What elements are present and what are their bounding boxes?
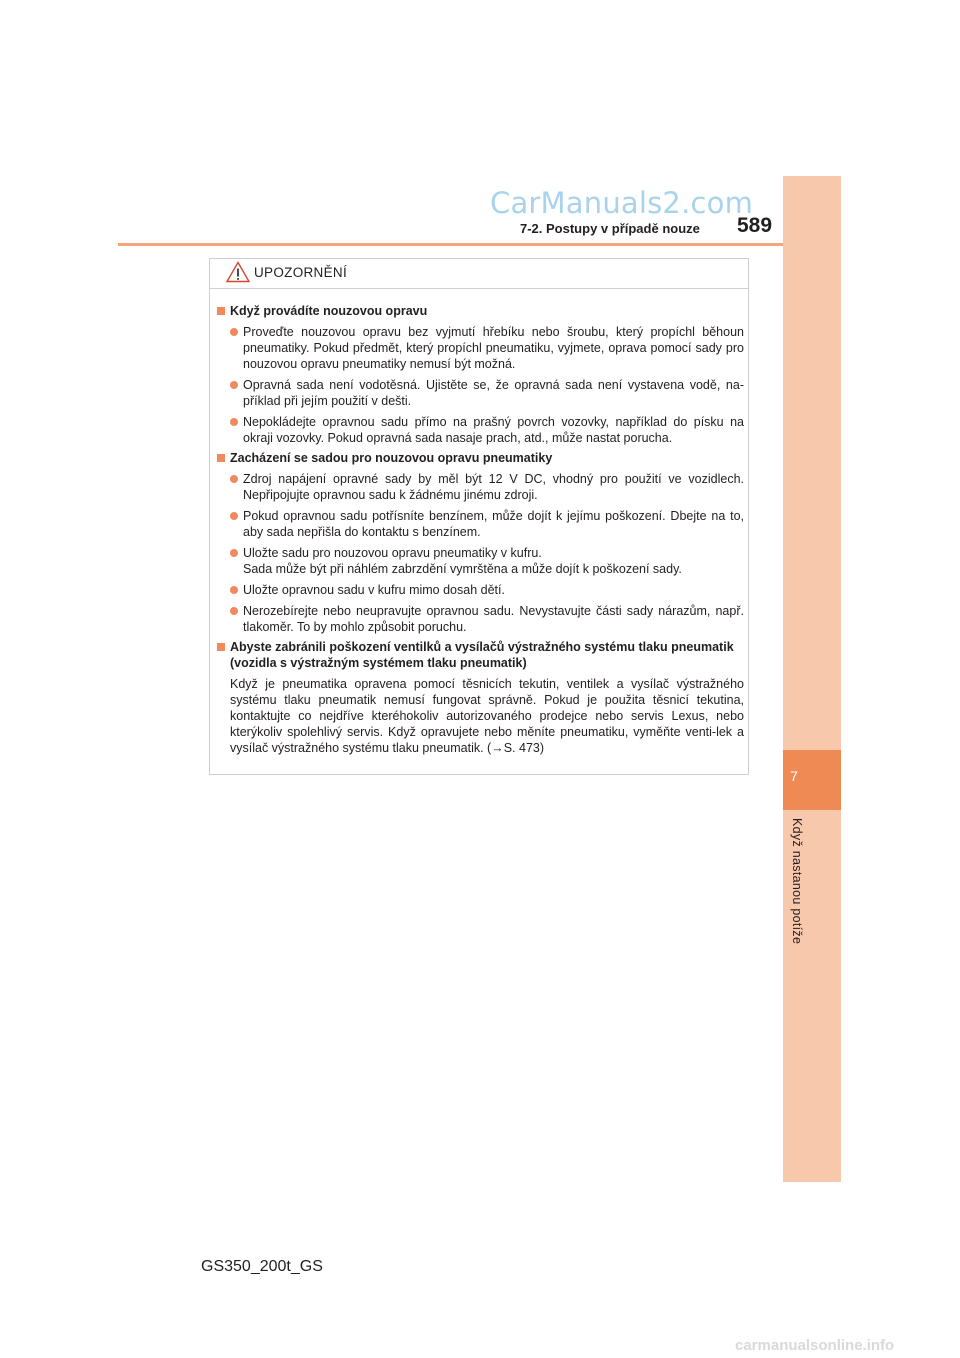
section-title: 7-2. Postupy v případě nouze bbox=[520, 221, 700, 236]
bullet-item: Uložte opravnou sadu v kufru mimo dosah dětí. bbox=[216, 582, 744, 598]
warning-header bbox=[210, 259, 748, 289]
section-paragraph: Když je pneumatika opravena pomocí těsnicích tekutin, ventilek a vysílač výstražného systému tlaku pneumatik nemusí fungovat správně. Pokud je použita těsnicí tekutina, kontaktujte co nejdříve kteréhokoliv autorizovaného prodejce nebo servis Lexus, nebo kterýkoliv spolehlivý servis. Když opravujete nebo měníte pneumatiku, vyměňte venti-lek a vysílač výstražného systému tlaku pneumatik. (→S. 473) bbox=[230, 677, 744, 755]
watermark-bottom: carmanualsonline.info bbox=[735, 1337, 895, 1354]
square-bullet-icon bbox=[217, 454, 225, 462]
circle-bullet-icon bbox=[230, 549, 238, 557]
bullet-item: Opravná sada není vodotěsná. Ujistěte se, že opravná sada není vystavena vodě, na-příklad při jejím použití v dešti. bbox=[216, 377, 744, 409]
chapter-number: 7 bbox=[790, 768, 798, 784]
warning-box bbox=[209, 258, 749, 775]
circle-bullet-icon bbox=[230, 418, 238, 426]
circle-bullet-icon bbox=[230, 512, 238, 520]
square-bullet-icon bbox=[217, 643, 225, 651]
bullet-item: Proveďte nouzovou opravu bez vyjmutí hřebíku nebo šroubu, který propíchl běhoun pneumatiky. Pokud předmět, který propíchl pneumatiku, vyjmete, oprava pomocí sady pro nouzovou opravu pneumatiky nemusí být možná. bbox=[216, 324, 744, 372]
bullet-item: Nerozebírejte nebo neupravujte opravnou sadu. Nevystavujte části sady nárazům, např. tlakoměr. To by mohlo způsobit poruchu. bbox=[216, 603, 744, 635]
bullet-item: Zdroj napájení opravné sady by měl být 12 V DC, vhodný pro použití ve vozidlech. Nepřipojujte opravnou sadu k žádnému jinému zdroji. bbox=[216, 471, 744, 503]
warning-body bbox=[216, 299, 744, 756]
section-heading: Abyste zabránili poškození ventilků a vysílačů výstražného systému tlaku pneumatik (vozidla s výstražným systémem tlaku pneumatik) bbox=[216, 639, 744, 671]
circle-bullet-icon bbox=[230, 607, 238, 615]
circle-bullet-icon bbox=[230, 328, 238, 336]
header-rule bbox=[118, 243, 841, 246]
section-heading: Když provádíte nouzovou opravu bbox=[216, 303, 744, 319]
watermark-top: CarManuals2.com bbox=[490, 186, 754, 220]
warning-triangle-icon bbox=[226, 261, 250, 288]
bullet-item: Pokud opravnou sadu potřísníte benzínem, může dojít k jejímu poškození. Dbejte na to, aby sada nepřišla do kontaktu s benzínem. bbox=[216, 508, 744, 540]
warning-title: UPOZORNĚNÍ bbox=[254, 265, 348, 280]
bullet-item: Nepokládejte opravnou sadu přímo na prašný povrch vozovky, například do písku na okraji vozovky. Pokud opravná sada nasaje prach, atd., může nastat porucha. bbox=[216, 414, 744, 446]
square-bullet-icon bbox=[217, 307, 225, 315]
bullet-item: Uložte sadu pro nouzovou opravu pneumatiky v kufru. Sada může být při náhlém zabrzdění vymrštěna a může dojít k poškození sady. bbox=[216, 545, 744, 577]
circle-bullet-icon bbox=[230, 381, 238, 389]
section-heading: Zacházení se sadou pro nouzovou opravu pneumatiky bbox=[216, 450, 744, 466]
model-code: GS350_200t_GS bbox=[201, 1258, 323, 1275]
chapter-label: Když nastanou potíže bbox=[790, 818, 804, 945]
page-number: 589 bbox=[737, 214, 773, 237]
side-strip bbox=[783, 176, 841, 1182]
circle-bullet-icon bbox=[230, 586, 238, 594]
circle-bullet-icon bbox=[230, 475, 238, 483]
